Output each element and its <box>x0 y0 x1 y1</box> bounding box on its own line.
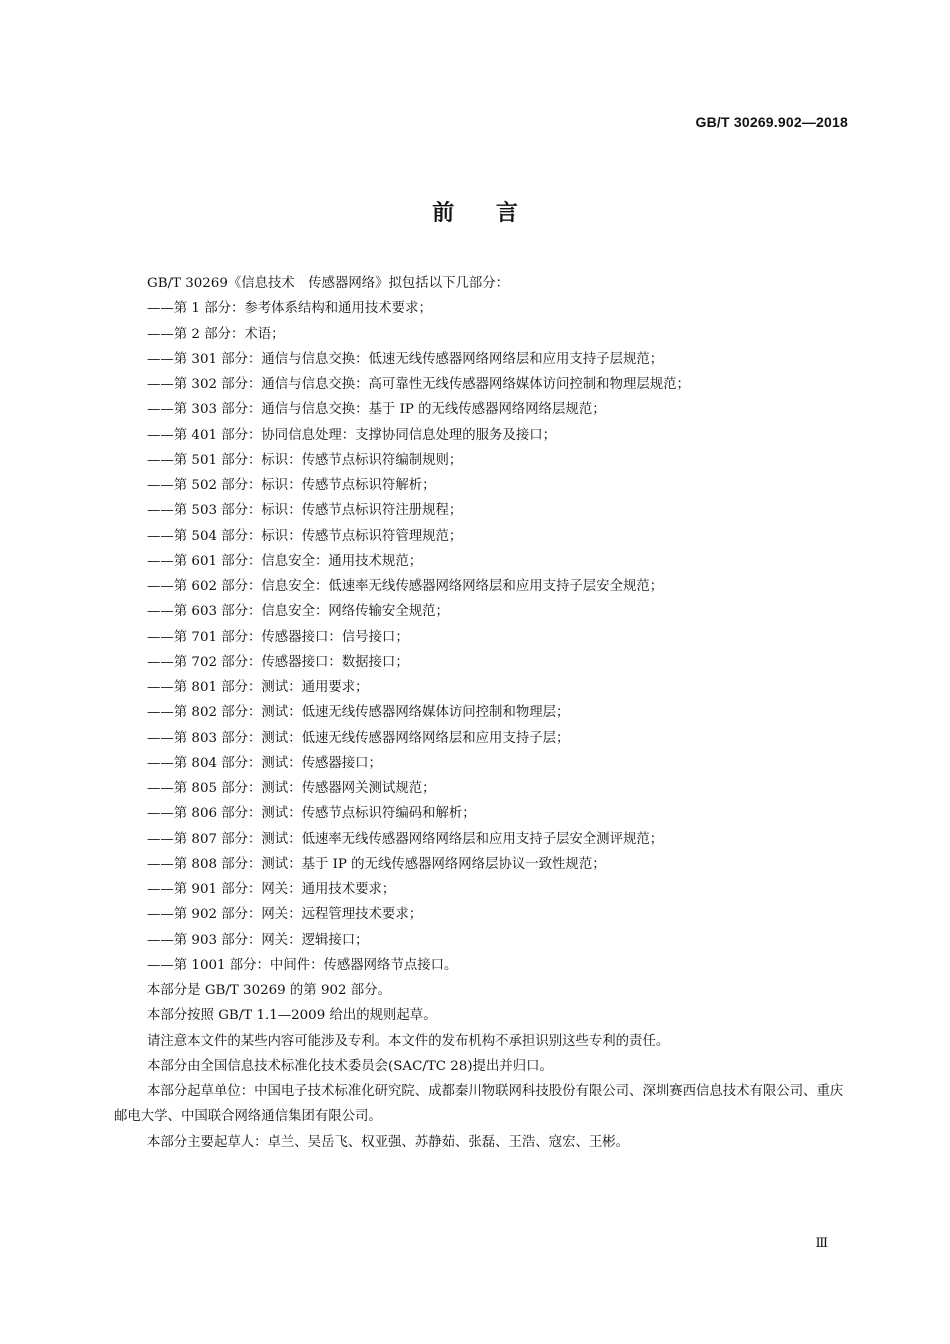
part-list-item: ——第 806 部分：测试：传感节点标识符编码和解析； <box>147 806 476 822</box>
foreword-body <box>114 271 854 1155</box>
drafting-rules-paragraph: 本部分按照 GB/T 1.1—2009 给出的规则起草。 <box>147 1008 437 1024</box>
part-list-item: ——第 901 部分：网关：通用技术要求； <box>147 882 396 897</box>
patent-notice-paragraph: 请注意本文件的某些内容可能涉及专利。本文件的发布机构不承担识别这些专利的责任。 <box>147 1033 670 1049</box>
part-list-item: ——第 504 部分：标识：传感节点标识符管理规范； <box>147 528 463 544</box>
proposer-paragraph: 本部分由全国信息技术标准化技术委员会(SAC/TC 28)提出并归口。 <box>147 1058 553 1074</box>
part-list-item: ——第 601 部分：信息安全：通用技术规范； <box>147 553 423 569</box>
part-list-item: ——第 808 部分：测试：基于 IP 的无线传感器网络网络层协议一致性规范； <box>147 856 606 872</box>
part-list-item: ——第 303 部分：通信与信息交换：基于 IP 的无线传感器网络网络层规范； <box>147 402 606 418</box>
parts-list <box>114 296 854 978</box>
part-list-item: ——第 1001 部分：中间件：传感器网络节点接口。 <box>147 957 458 973</box>
part-list-item: ——第 805 部分：测试：传感器网关测试规范； <box>147 781 436 796</box>
part-list-item: ——第 503 部分：标识：传感节点标识符注册规程； <box>147 503 463 519</box>
part-list-item: ——第 502 部分：标识：传感节点标识符解析； <box>147 478 436 493</box>
part-list-item: ——第 802 部分：测试：低速无线传感器网络媒体访问控制和物理层； <box>147 705 570 721</box>
part-list-item: ——第 301 部分：通信与信息交换：低速无线传感器网络网络层和应用支持子层规范； <box>147 351 664 367</box>
part-list-item: ——第 302 部分：通信与信息交换：高可靠性无线传感器网络媒体访问控制和物理层规范； <box>147 377 690 392</box>
part-list-item: ——第 401 部分：协同信息处理：支撑协同信息处理的服务及接口； <box>147 427 557 443</box>
part-list-item: ——第 803 部分：测试：低速无线传感器网络网络层和应用支持子层； <box>147 730 570 746</box>
page-title: 前 言 <box>432 201 518 226</box>
part-list-item: ——第 903 部分：网关：逻辑接口； <box>147 932 369 948</box>
part-list-item: ——第 807 部分：测试：低速率无线传感器网络网络层和应用支持子层安全测评规范； <box>147 831 664 847</box>
intro-line: GB/T 30269《信息技术 传感器网络》拟包括以下几部分： <box>147 276 510 291</box>
part-list-item: ——第 501 部分：标识：传感节点标识符编制规则； <box>147 452 463 468</box>
part-list-item: ——第 804 部分：测试：传感器接口； <box>147 755 382 771</box>
drafting-units-paragraph: 本部分起草单位：中国电子技术标准化研究院、成都秦川物联网科技股份有限公司、深圳赛西信息技术有限公司、重庆邮电大学、中国联合网络通信集团有限公司。 <box>114 1084 844 1125</box>
standard-code: GB/T 30269.902—2018 <box>695 114 848 130</box>
part-list-item: ——第 801 部分：测试：通用要求； <box>147 680 369 695</box>
drafters-paragraph: 本部分主要起草人：卓兰、吴岳飞、权亚强、苏静茹、张磊、王浩、寇宏、王彬。 <box>147 1134 630 1150</box>
this-part-paragraph: 本部分是 GB/T 30269 的第 902 部分。 <box>147 983 391 998</box>
part-list-item: ——第 902 部分：网关：远程管理技术要求； <box>147 907 423 923</box>
part-list-item: ——第 602 部分：信息安全：低速率无线传感器网络网络层和应用支持子层安全规范； <box>147 579 664 594</box>
page-number: Ⅲ <box>815 1236 828 1251</box>
part-list-item: ——第 702 部分：传感器接口：数据接口； <box>147 654 409 670</box>
part-list-item: ——第 2 部分：术语； <box>147 326 285 342</box>
part-list-item: ——第 1 部分：参考体系结构和通用技术要求； <box>147 301 432 317</box>
part-list-item: ——第 603 部分：信息安全：网络传输安全规范； <box>147 604 449 620</box>
part-list-item: ——第 701 部分：传感器接口：信号接口； <box>147 629 409 645</box>
